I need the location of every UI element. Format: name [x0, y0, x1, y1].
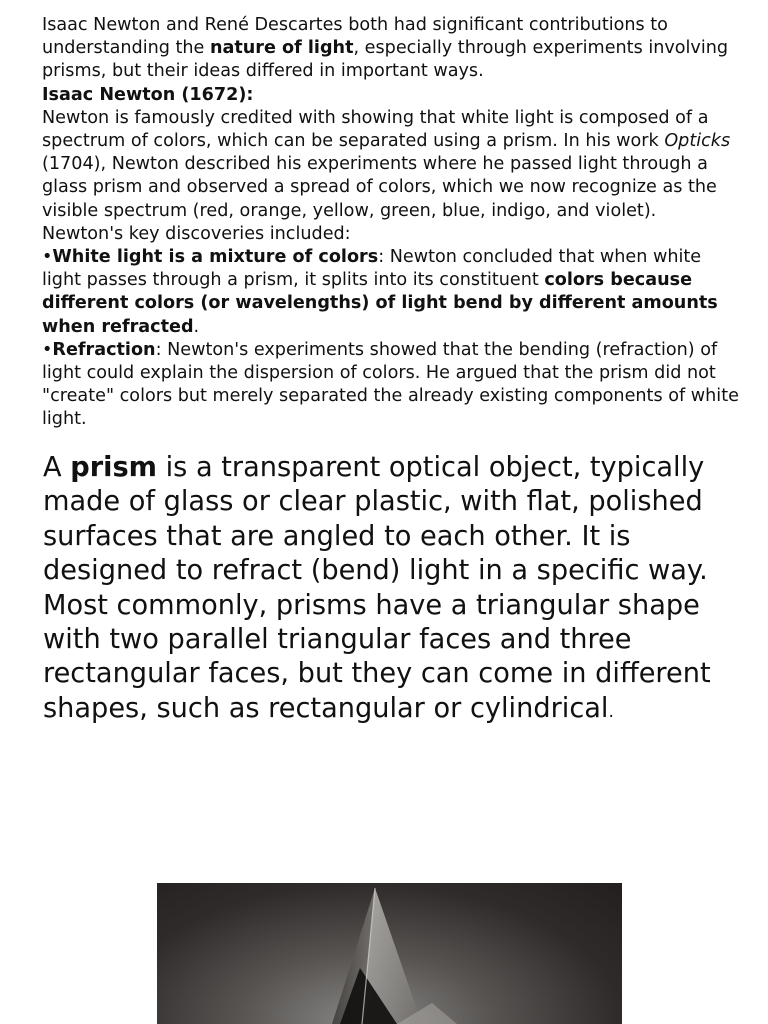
- bullet-refraction: [42, 339, 742, 432]
- newton-text-continued: (1704), Newton described his experiments where he passed light through a glass prism and observed a spread of colors, which we now recognize as the visible spectrum (red, orange, yellow, green, blue, indigo, and violet).: [42, 154, 717, 221]
- discoveries-intro: Newton's key discoveries included:: [42, 223, 351, 244]
- intro-text: Isaac Newton and René Descartes both had significant contributions to understanding the: [42, 15, 668, 59]
- bullet-title: White light is a mixture of colors: [52, 247, 379, 268]
- bullet-title: Refraction: [52, 339, 156, 360]
- definition-body: is a transparent optical object, typically made of glass or clear plastic, with flat, polished surfaces that are angled to each other. It is designed to refract (bend) light in a specific way. Most commonly, prisms have a triangular shape with two parallel triangular faces and three rectangular faces, but they can come in different shapes, such as rectangular or cylindrical: [43, 452, 711, 724]
- definition-term: prism: [70, 452, 157, 483]
- opticks-title: Opticks: [664, 131, 731, 152]
- intro-bold-text: nature of light: [209, 38, 354, 59]
- bullet-text: : Newton concluded that when white light passes through a prism, it splits into its constituent: [42, 247, 702, 291]
- bullet-end: .: [193, 316, 200, 337]
- newton-paragraph: [42, 107, 742, 223]
- prism-illustration: [157, 883, 622, 1024]
- bullet-mark: •: [42, 339, 53, 360]
- bullet-mark: •: [42, 247, 53, 268]
- intro-paragraph: [42, 14, 742, 84]
- newton-text: Newton is famously credited with showing that white light is composed of a spectrum of colors, which can be separated using a prism. In his work: [42, 107, 709, 152]
- newton-heading-text: Isaac Newton (1672):: [42, 84, 254, 105]
- definition-lead: A: [43, 452, 71, 483]
- bullet-bold-text: colors because different colors (or wavelengths) of light bend by different amounts when refracted: [42, 270, 718, 337]
- bullet-white-light: [42, 246, 742, 339]
- intro-text-continued: , especially through experiments involving prisms, but their ideas differed in important ways.: [42, 38, 729, 82]
- newton-excerpt: [42, 14, 742, 436]
- prism-definition: [43, 451, 723, 729]
- newton-heading: [42, 84, 742, 107]
- bullet-text: : Newton's experiments showed that the bending (refraction) of light could explain the dispersion of colors. He argued that the prism did not "create" colors but merely separated the already existing components of white light.: [42, 339, 739, 430]
- prism-photo: [157, 883, 622, 1024]
- definition-end: .: [608, 701, 614, 722]
